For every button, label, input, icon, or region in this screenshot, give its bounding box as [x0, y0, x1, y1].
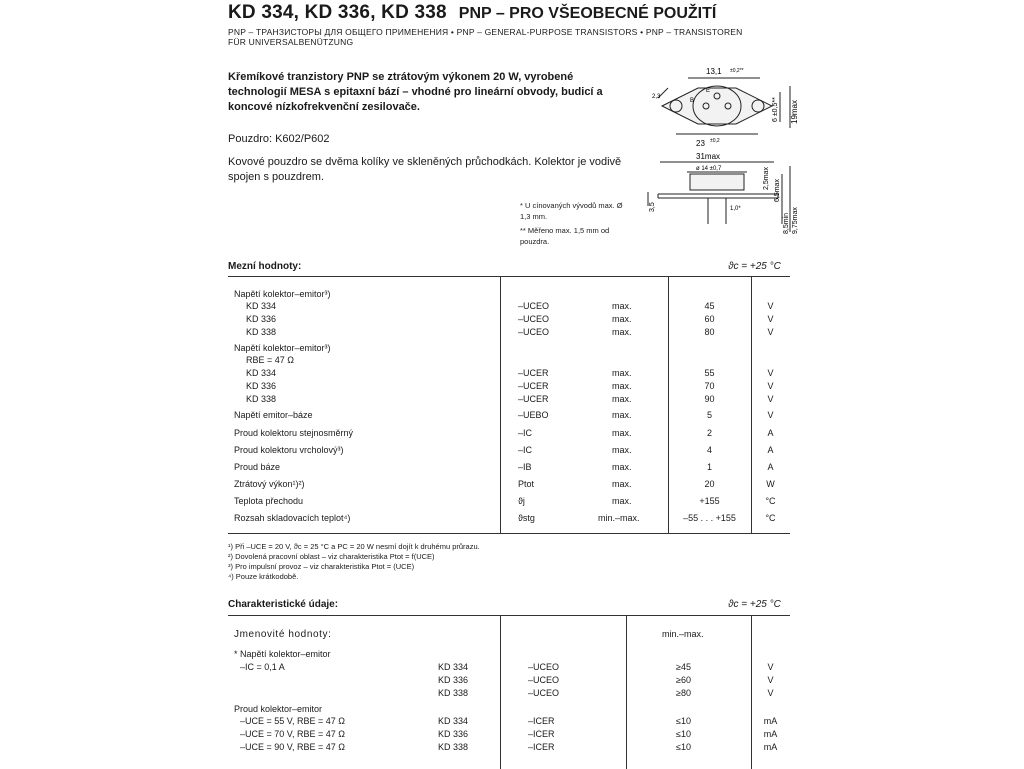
char-unit: V: [767, 688, 774, 698]
limits-row: [228, 380, 790, 393]
limits-condition-cell: max.: [612, 368, 632, 378]
dim-25: 2,5max: [763, 167, 770, 190]
limits-unit: V: [767, 301, 774, 311]
char-value: ≥80: [676, 688, 691, 698]
limits-row: [228, 313, 790, 326]
char-row: [228, 661, 790, 674]
char-value: ≤10: [676, 729, 691, 739]
char-value: ≤10: [676, 742, 691, 752]
limits-param: KD 334: [246, 301, 277, 311]
limits-row: [228, 354, 790, 367]
char-param: –UCE = 70 V, RBE = 47 Ω: [240, 729, 345, 739]
limits-param: Proud kolektoru stejnosměrný: [234, 428, 354, 438]
characteristics-title: Charakteristické údaje:: [228, 599, 339, 610]
char-param: * Napětí kolektor–emitor: [234, 649, 331, 659]
limits-value: 60: [704, 314, 715, 324]
limits-condition-cell: max.: [612, 428, 632, 438]
limits-symbol: ϑstg: [518, 513, 535, 523]
label-b: B: [690, 98, 695, 104]
dim-angle: 2,3: [652, 94, 661, 100]
char-unit: mA: [763, 729, 778, 739]
limits-value: 55: [704, 368, 715, 378]
limits-row: [228, 300, 790, 313]
char-header-right: min.–max.: [662, 629, 704, 639]
note-measured: ** Měřeno max. 1,5 mm od pouzdra.: [520, 226, 610, 246]
dim-14: ø 14 ±0,7: [696, 166, 722, 172]
multilingual-subtitle: PNP – ТРАНЗИСТОРЫ ДЛЯ ОБЩЕГО ПРИМЕНЕНИЯ • PNP – GENERAL-PURPOSE TRANSISTORS • PNP – TRANSISTOREN: [228, 27, 743, 37]
limits-value: 2: [706, 428, 712, 438]
limits-condition-cell: max.: [612, 479, 632, 489]
limits-row: [228, 427, 790, 440]
limits-row: [228, 512, 790, 525]
char-type: KD 334: [438, 662, 469, 672]
limits-value: 1: [706, 462, 712, 472]
char-row: [228, 715, 790, 728]
limits-param: Napětí emitor–báze: [234, 410, 313, 420]
characteristics-table: [228, 615, 790, 769]
limits-value: 45: [704, 301, 715, 311]
limits-condition-cell: max.: [612, 301, 632, 311]
char-row: [228, 674, 790, 687]
limits-param: KD 338: [246, 327, 277, 337]
limits-symbol: –UCER: [518, 368, 549, 378]
limits-value: –55 . . . +155: [683, 513, 736, 523]
limits-row: [228, 393, 790, 406]
footnote-2: ²) Dovolená pracovní oblast – viz charakteristika Ptot = f(UCE): [228, 552, 435, 561]
char-header-left: Jmenovité hodnoty:: [234, 629, 332, 640]
limits-value: 90: [704, 394, 715, 404]
limits-condition-cell: max.: [612, 327, 632, 337]
char-symbol: –UCEO: [528, 675, 560, 685]
footnote-3: ³) Pro impulsní provoz – viz charakteristika Ptot = (UCE): [228, 562, 415, 571]
limits-symbol: –UCEO: [518, 314, 550, 324]
limits-condition-cell: max.: [612, 462, 632, 472]
char-row: [228, 648, 790, 661]
label-e: E: [706, 88, 711, 94]
char-unit: mA: [763, 742, 778, 752]
limits-param: Napětí kolektor–emitor³): [234, 343, 331, 353]
char-row: [228, 687, 790, 700]
limits-param: KD 338: [246, 394, 277, 404]
char-type: KD 336: [438, 729, 469, 739]
note-tinned-leads: * U cínovaných vývodů max. Ø 1,3 mm.: [520, 201, 623, 221]
dim-right2: 19max: [790, 99, 799, 124]
intro-paragraph: Křemíkové tranzistory PNP se ztrátovým výkonem 20 W, vyrobené technologií MESA s epitaxní bází – vhodné pro lineární obvody, budicí a koncové nízkofrekvenční zesilovače.: [228, 71, 603, 113]
limits-row: [228, 478, 790, 491]
limits-unit: V: [767, 381, 774, 391]
dim-mid: 23: [696, 139, 705, 148]
char-value: ≤10: [676, 716, 691, 726]
char-symbol: –UCEO: [528, 662, 560, 672]
title-part-numbers: KD 334, KD 336, KD 338: [228, 2, 447, 23]
limits-param: KD 334: [246, 368, 277, 378]
limits-symbol: ϑj: [518, 496, 525, 506]
limits-unit: A: [767, 428, 774, 438]
limits-condition-cell: max.: [612, 394, 632, 404]
limits-symbol: –UCEO: [518, 327, 550, 337]
limits-value: 20: [704, 479, 715, 489]
dim-35: 3,5: [649, 202, 656, 212]
limits-symbol: –UCEO: [518, 301, 550, 311]
limits-condition-cell: max.: [612, 496, 632, 506]
limits-unit: V: [767, 394, 774, 404]
char-symbol: –UCEO: [528, 688, 560, 698]
limits-symbol: –IC: [518, 428, 533, 438]
title-description: PNP – PRO VŠEOBECNÉ POUŽITÍ: [458, 5, 717, 22]
limits-param: Proud kolektoru vrcholový³): [234, 445, 344, 455]
dim-31: 31max: [696, 152, 721, 161]
limits-unit: V: [767, 410, 774, 420]
limits-param: Proud báze: [234, 462, 281, 472]
limits-symbol: Ptot: [518, 479, 535, 489]
char-header-row: [228, 628, 790, 641]
char-type: KD 338: [438, 742, 469, 752]
dim-top: 13,1: [706, 67, 722, 76]
limits-condition-cell: min.–max.: [598, 513, 640, 523]
multilingual-subtitle-cont: FÜR UNIVERSALBENÜTZUNG: [228, 37, 354, 47]
characteristics-condition: ϑc = +25 °C: [728, 599, 781, 610]
char-value: ≥60: [676, 675, 691, 685]
package-line: Pouzdro: K602/P602: [228, 133, 330, 145]
limits-value: +155: [699, 496, 720, 506]
limits-symbol: –IB: [518, 462, 532, 472]
limits-row: [228, 367, 790, 380]
char-symbol: –ICER: [528, 716, 555, 726]
limits-param: Ztrátový výkon¹)²): [234, 479, 305, 489]
limits-unit: °C: [765, 513, 776, 523]
char-unit: V: [767, 662, 774, 672]
drawing-notes: [520, 200, 630, 247]
package-drawing: [640, 62, 800, 242]
limits-row: [228, 326, 790, 339]
char-value: ≥45: [676, 662, 691, 672]
footnote-4: ⁴) Pouze krátkodobě.: [228, 572, 299, 581]
description-paragraph: Kovové pouzdro se dvěma kolíky ve skleněných průchodkách. Kolektor je vodivě spojen s pouzdrem.: [228, 156, 622, 183]
dim-right1: 6 ±0,5**: [772, 97, 779, 122]
char-symbol: –ICER: [528, 742, 555, 752]
limits-param: KD 336: [246, 381, 277, 391]
limits-row: [228, 409, 790, 422]
char-row: [228, 741, 790, 754]
dim-975: 9,75max: [792, 207, 799, 234]
limits-unit: A: [767, 462, 774, 472]
limits-param: Rozsah skladovacích teplot⁴): [234, 513, 351, 523]
char-unit: mA: [763, 716, 778, 726]
limits-symbol: –IC: [518, 445, 533, 455]
limits-value: 70: [704, 381, 715, 391]
dim-top-tol: ±0,2**: [730, 68, 744, 74]
limits-symbol: –UCER: [518, 394, 549, 404]
char-symbol: –ICER: [528, 729, 555, 739]
limits-unit: V: [767, 327, 774, 337]
limits-value: 80: [704, 327, 715, 337]
limits-unit: °C: [765, 496, 776, 506]
limits-unit: W: [766, 479, 775, 489]
limits-unit: V: [767, 314, 774, 324]
limits-unit: V: [767, 368, 774, 378]
limits-row: [228, 444, 790, 457]
limits-value: 4: [706, 445, 712, 455]
limits-condition-cell: max.: [612, 314, 632, 324]
limits-symbol: –UEBO: [518, 410, 549, 420]
limits-param: Napětí kolektor–emitor³): [234, 289, 331, 299]
limits-unit: A: [767, 445, 774, 455]
char-param: –UCE = 90 V, RBE = 47 Ω: [240, 742, 345, 752]
char-unit: V: [767, 675, 774, 685]
char-param: –IC = 0,1 A: [240, 662, 285, 672]
char-param: –UCE = 55 V, RBE = 47 Ω: [240, 716, 345, 726]
limits-param: Teplota přechodu: [234, 496, 304, 506]
dim-85: 8,5min: [783, 212, 790, 234]
limits-param: RBE = 47 Ω: [246, 355, 295, 365]
char-type: KD 336: [438, 675, 469, 685]
dim-mid-tol: ±0,2: [710, 138, 720, 144]
limits-condition: ϑc = +25 °C: [728, 261, 781, 272]
limits-row: [228, 495, 790, 508]
limits-row: [228, 461, 790, 474]
char-type: KD 338: [438, 688, 469, 698]
char-param: Proud kolektor–emitor: [234, 704, 323, 714]
dim-65: 6,5max: [774, 179, 781, 202]
limits-condition-cell: max.: [612, 445, 632, 455]
page-title: [228, 2, 716, 24]
char-row: [228, 728, 790, 741]
dim-10: 1,0*: [730, 206, 741, 212]
limits-symbol: –UCER: [518, 381, 549, 391]
limits-value: 5: [706, 410, 712, 420]
limits-table: [228, 276, 790, 534]
limits-title: Mezní hodnoty:: [228, 261, 302, 272]
limits-condition-cell: max.: [612, 410, 632, 420]
limits-param: KD 336: [246, 314, 277, 324]
limits-condition-cell: max.: [612, 381, 632, 391]
footnote-1: ¹) Při –UCE = 20 V, ϑc = 25 °C a PC = 20 W nesmí dojít k druhému průrazu.: [228, 542, 480, 551]
char-type: KD 334: [438, 716, 469, 726]
